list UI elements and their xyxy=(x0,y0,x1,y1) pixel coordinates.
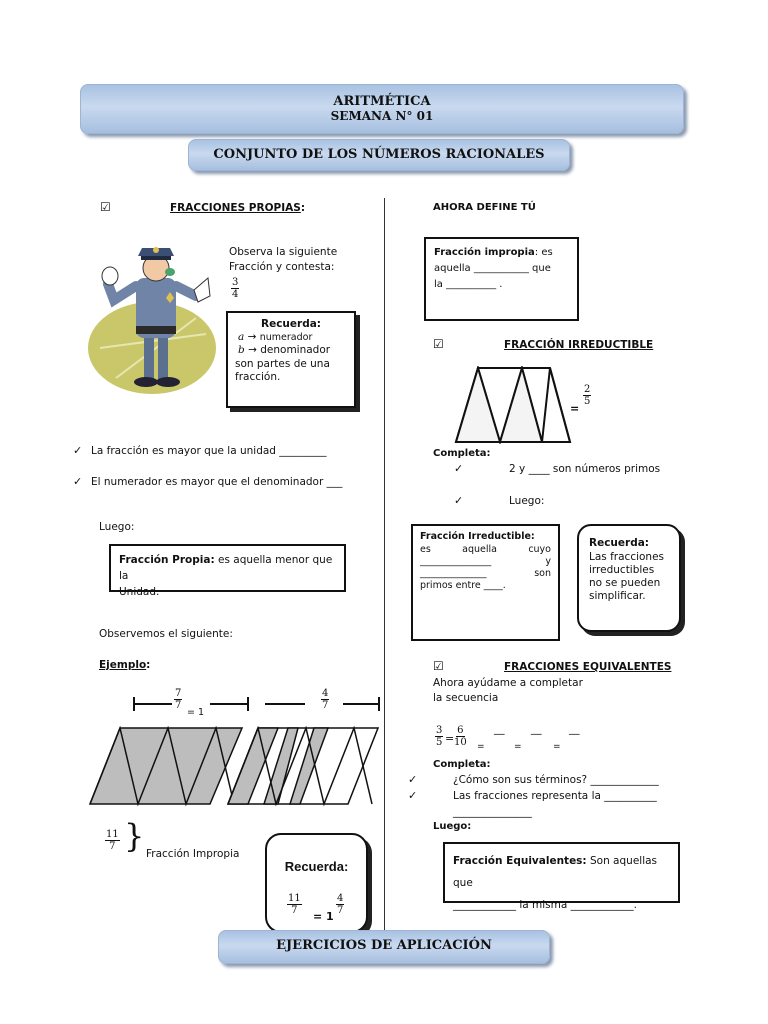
seq-eq-3: = xyxy=(514,742,522,752)
seq-blank-3: __ xyxy=(569,723,580,735)
checkbox-icon: ☑ xyxy=(433,337,444,351)
tick-icon: ✓ xyxy=(73,444,83,457)
observe-more: Observemos el siguiente: xyxy=(99,628,233,640)
recuerda2-title: Recuerda: xyxy=(284,859,349,874)
example-fraction-4-7: $\frac{4}{7}$ xyxy=(322,688,329,711)
completa-item-2: Luego: xyxy=(509,495,545,507)
triangles-diagram xyxy=(454,366,572,444)
luego2-label: Luego: xyxy=(433,821,472,832)
example-fraction-7-7: $\frac{7}{7}$ xyxy=(175,688,182,711)
sample-fraction-num: 3 xyxy=(232,277,239,288)
seq-blank-2: __ xyxy=(531,723,542,735)
header-banner xyxy=(80,84,684,134)
brace: } xyxy=(124,817,145,855)
example-eq-1: = 1 xyxy=(187,707,205,718)
completa2-label: Completa: xyxy=(433,759,491,770)
header-title: ARITMÉTICA xyxy=(333,94,431,109)
fraccion-impropia-definition: Fracción impropia: es aquella ___________ que la __________ . xyxy=(424,237,579,321)
recuerda-box-impropia xyxy=(265,833,368,933)
fraccion-equivalentes-definition: Fracción Equivalentes: Son aquellas que ____________ la misma ____________. xyxy=(443,842,680,903)
numerador-line: a → numerador xyxy=(238,331,313,343)
seq-fraction-6-10: $\frac{6}{10}$ xyxy=(454,725,467,748)
irr-fraction: $\frac{2}{5}$ xyxy=(584,384,591,407)
checkbox-icon: ☑ xyxy=(100,200,111,214)
recuerda2-eq: = 1 xyxy=(313,910,334,923)
improper-fraction: $\frac{11}{7}$ xyxy=(106,829,119,852)
help-line-2: la secuencia xyxy=(433,692,499,704)
sample-fraction xyxy=(231,277,239,300)
luego-label: Luego: xyxy=(99,521,135,533)
recuerda-box-partes xyxy=(226,311,356,408)
footer-banner-text: EJERCICIOS DE APLICACIÓN xyxy=(276,938,492,953)
column-divider xyxy=(384,198,385,938)
seq-blank-1: __ xyxy=(494,723,505,735)
fraccion-irreductible-definition: Fracción Irreductible: es aquella cuyo _______________ y ______________ son primos entre ____. xyxy=(411,524,560,641)
seq-eq-2: = xyxy=(477,742,485,752)
tick-icon: ✓ xyxy=(454,494,464,507)
observe-text-line2: Fracción y contesta: xyxy=(229,261,335,273)
topic-banner-text: CONJUNTO DE LOS NÚMEROS RACIONALES xyxy=(213,147,545,162)
tick-icon: ✓ xyxy=(408,789,418,802)
define-title: AHORA DEFINE TÚ xyxy=(433,202,536,213)
irr-eq: = xyxy=(570,402,580,415)
policeman-illustration xyxy=(86,238,226,400)
topic-banner xyxy=(188,139,570,171)
tick-icon: ✓ xyxy=(408,773,418,786)
ejemplo-label: Ejemplo: xyxy=(99,659,151,671)
recuerda2-fraction-4-7: $\frac{4}{7}$ xyxy=(337,893,344,916)
equiv-item-2: Las fracciones representa la __________ xyxy=(453,790,657,802)
section-title-equivalentes: FRACCIONES EQUIVALENTES xyxy=(504,661,672,673)
completa-item-1: 2 y ____ son números primos xyxy=(509,463,661,475)
fraccion-propia-definition: Fracción Propia: es aquella menor que la Unidad. xyxy=(109,544,346,592)
recuerda-line3: son partes de una xyxy=(235,358,330,370)
tick-icon: ✓ xyxy=(73,475,83,488)
definition-term: Fracción Propia: xyxy=(119,554,215,566)
recuerda-title: Recuerda: xyxy=(260,318,321,330)
seq-eq-1: = xyxy=(445,732,455,745)
section-title-irreductible: FRACCIÓN IRREDUCTIBLE xyxy=(504,339,654,351)
checkbox-icon: ☑ xyxy=(433,659,444,673)
question-1: La fracción es mayor que la unidad _________ xyxy=(91,445,327,457)
seq-fraction-3-5: $\frac{3}{5}$ xyxy=(436,725,443,748)
equiv-item-3: _______________ xyxy=(453,806,532,818)
recuerda-box-irreductibles: Recuerda: Las fracciones irreductibles no se pueden simplificar. xyxy=(577,524,681,632)
recuerda2-fraction: $\frac{11}{7}$ xyxy=(288,893,301,916)
sample-fraction-den: 4 xyxy=(232,289,239,300)
recuerda-line4: fracción. xyxy=(235,371,281,383)
equiv-item-1: ¿Cómo son sus términos? _____________ xyxy=(453,774,659,786)
seq-eq-4: = xyxy=(553,742,561,752)
tick-icon: ✓ xyxy=(454,462,464,475)
fraccion-impropia-label: Fracción Impropia xyxy=(146,848,240,860)
help-line-1: Ahora ayúdame a completar xyxy=(433,677,583,689)
completa-label: Completa: xyxy=(433,448,491,459)
question-2: El numerador es mayor que el denominador ___ xyxy=(91,476,343,488)
section-title-fracciones-propias: FRACCIONES PROPIAS: xyxy=(170,202,306,214)
observe-text-line1: Observa la siguiente xyxy=(229,246,338,258)
denominador-line: b → denominador xyxy=(238,344,331,356)
header-week: SEMANA N° 01 xyxy=(330,109,434,123)
parallelogram-diagram xyxy=(88,726,383,808)
footer-banner xyxy=(218,930,550,964)
